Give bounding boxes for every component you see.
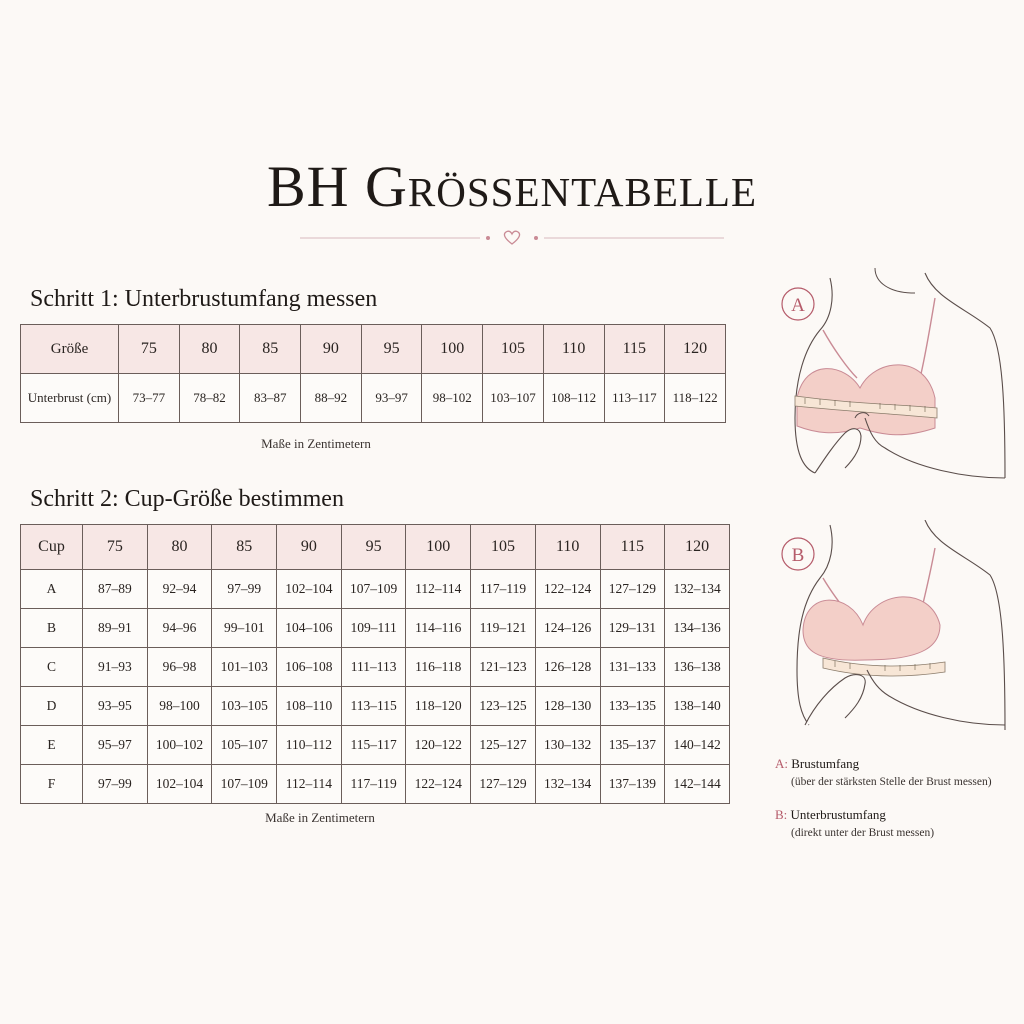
cup-size-header-cell: 120 xyxy=(665,525,730,570)
bust-value-cell: 107–109 xyxy=(341,570,406,609)
bust-value-cell: 125–127 xyxy=(471,726,536,765)
bust-value-cell: 87–89 xyxy=(83,570,148,609)
bust-value-cell: 98–100 xyxy=(147,687,212,726)
underbust-value-cell: 103–107 xyxy=(483,374,544,423)
bust-value-cell: 135–137 xyxy=(600,726,665,765)
underbust-value-cell: 93–97 xyxy=(361,374,422,423)
underbust-value-cell: 113–117 xyxy=(604,374,665,423)
bust-value-cell: 122–124 xyxy=(535,570,600,609)
bust-value-cell: 132–134 xyxy=(535,765,600,804)
legend-b-key: B: xyxy=(775,807,788,822)
cup-size-header-cell: 100 xyxy=(406,525,471,570)
bust-value-cell: 119–121 xyxy=(471,609,536,648)
step2-note: Maße in Zentimetern xyxy=(265,810,375,825)
bust-value-cell: 96–98 xyxy=(147,648,212,687)
bust-value-cell: 114–116 xyxy=(406,609,471,648)
bust-value-cell: 97–99 xyxy=(212,570,277,609)
step2-title: Schritt 2: Cup-Größe bestimmen xyxy=(30,486,344,512)
page-title: BH Grössentabelle xyxy=(266,154,758,219)
step1-title: Schritt 1: Unterbrustumfang messen xyxy=(30,286,378,312)
size-header-cell: 120 xyxy=(665,325,726,374)
cup-size-header-cell: 95 xyxy=(341,525,406,570)
badge-a: A xyxy=(791,295,805,316)
bust-value-cell: 140–142 xyxy=(665,726,730,765)
bust-value-cell: 120–122 xyxy=(406,726,471,765)
bust-value-cell: 93–95 xyxy=(83,687,148,726)
cup-size-header-cell: 90 xyxy=(277,525,342,570)
bust-value-cell: 127–129 xyxy=(600,570,665,609)
bust-value-cell: 124–126 xyxy=(535,609,600,648)
underbust-value-cell: 88–92 xyxy=(301,374,362,423)
bust-value-cell: 138–140 xyxy=(665,687,730,726)
cup-label-cell: E xyxy=(21,726,83,765)
bust-value-cell: 102–104 xyxy=(277,570,342,609)
cup-size-header-cell: 80 xyxy=(147,525,212,570)
bust-value-cell: 113–115 xyxy=(341,687,406,726)
bust-value-cell: 126–128 xyxy=(535,648,600,687)
cup-label-cell: F xyxy=(21,765,83,804)
cup-table xyxy=(20,524,730,804)
size-header-cell: 95 xyxy=(361,325,422,374)
bust-value-cell: 112–114 xyxy=(406,570,471,609)
legend-b xyxy=(775,805,934,843)
bust-value-cell: 116–118 xyxy=(406,648,471,687)
bust-value-cell: 106–108 xyxy=(277,648,342,687)
table-row xyxy=(21,648,730,687)
bust-value-cell: 107–109 xyxy=(212,765,277,804)
bust-value-cell: 103–105 xyxy=(212,687,277,726)
underbust-value-cell: 73–77 xyxy=(119,374,180,423)
title-divider xyxy=(300,228,724,252)
cup-label-cell: D xyxy=(21,687,83,726)
cup-label-cell: C xyxy=(21,648,83,687)
heart-icon xyxy=(504,231,519,244)
bust-value-cell: 101–103 xyxy=(212,648,277,687)
bust-value-cell: 117–119 xyxy=(471,570,536,609)
bust-value-cell: 122–124 xyxy=(406,765,471,804)
underbust-row-label: Unterbrust (cm) xyxy=(21,374,119,423)
size-header-cell: 115 xyxy=(604,325,665,374)
table-row xyxy=(21,765,730,804)
bust-value-cell: 136–138 xyxy=(665,648,730,687)
cup-size-header-cell: 115 xyxy=(600,525,665,570)
bust-value-cell: 132–134 xyxy=(665,570,730,609)
cup-label-cell: A xyxy=(21,570,83,609)
bust-value-cell: 100–102 xyxy=(147,726,212,765)
bust-value-cell: 118–120 xyxy=(406,687,471,726)
bust-value-cell: 130–132 xyxy=(535,726,600,765)
bust-value-cell: 102–104 xyxy=(147,765,212,804)
underbust-value-cell: 108–112 xyxy=(543,374,604,423)
bust-value-cell: 117–119 xyxy=(341,765,406,804)
illustration-b xyxy=(775,520,1015,750)
cup-size-header-cell: 105 xyxy=(471,525,536,570)
size-header-cell: 105 xyxy=(483,325,544,374)
cup-size-header-cell: 85 xyxy=(212,525,277,570)
bust-value-cell: 115–117 xyxy=(341,726,406,765)
bust-value-cell: 99–101 xyxy=(212,609,277,648)
cup-size-header-cell: 75 xyxy=(83,525,148,570)
bust-value-cell: 111–113 xyxy=(341,648,406,687)
underbust-value-cell: 78–82 xyxy=(179,374,240,423)
legend-b-desc: (direkt unter der Brust messen) xyxy=(791,827,935,839)
bust-value-cell: 110–112 xyxy=(277,726,342,765)
bust-value-cell: 127–129 xyxy=(471,765,536,804)
bust-value-cell: 133–135 xyxy=(600,687,665,726)
legend-a-desc: (über der stärksten Stelle der Brust messen) xyxy=(791,776,992,788)
size-header-cell: 85 xyxy=(240,325,301,374)
bust-value-cell: 112–114 xyxy=(277,765,342,804)
underbust-value-cell: 83–87 xyxy=(240,374,301,423)
legend-a xyxy=(775,754,992,792)
size-header-cell: 90 xyxy=(301,325,362,374)
size-header-cell: 80 xyxy=(179,325,240,374)
illustration-a xyxy=(775,268,1015,498)
bust-value-cell: 128–130 xyxy=(535,687,600,726)
legend-a-label: Brustumfang xyxy=(791,756,860,771)
table-row xyxy=(21,570,730,609)
underbust-value-cell: 118–122 xyxy=(665,374,726,423)
cup-header-label: Cup xyxy=(21,525,83,570)
underbust-table xyxy=(20,324,726,423)
bust-value-cell: 105–107 xyxy=(212,726,277,765)
bust-value-cell: 109–111 xyxy=(341,609,406,648)
badge-b: B xyxy=(791,545,805,566)
table-row xyxy=(21,687,730,726)
table-row xyxy=(21,609,730,648)
bust-value-cell: 91–93 xyxy=(83,648,148,687)
bust-value-cell: 123–125 xyxy=(471,687,536,726)
size-header-label: Größe xyxy=(21,325,119,374)
bust-value-cell: 142–144 xyxy=(665,765,730,804)
bust-value-cell: 131–133 xyxy=(600,648,665,687)
legend-a-key: A: xyxy=(775,756,788,771)
cup-label-cell: B xyxy=(21,609,83,648)
bust-value-cell: 92–94 xyxy=(147,570,212,609)
size-header-cell: 100 xyxy=(422,325,483,374)
bust-value-cell: 94–96 xyxy=(147,609,212,648)
size-header-cell: 75 xyxy=(119,325,180,374)
bust-value-cell: 89–91 xyxy=(83,609,148,648)
table-row xyxy=(21,726,730,765)
bust-value-cell: 95–97 xyxy=(83,726,148,765)
underbust-value-cell: 98–102 xyxy=(422,374,483,423)
bust-value-cell: 104–106 xyxy=(277,609,342,648)
bust-value-cell: 121–123 xyxy=(471,648,536,687)
step1-note: Maße in Zentimetern xyxy=(261,436,371,451)
bust-value-cell: 97–99 xyxy=(83,765,148,804)
legend-b-label: Unterbrustumfang xyxy=(790,807,886,822)
size-header-cell: 110 xyxy=(543,325,604,374)
bust-value-cell: 129–131 xyxy=(600,609,665,648)
bust-value-cell: 137–139 xyxy=(600,765,665,804)
cup-size-header-cell: 110 xyxy=(535,525,600,570)
bust-value-cell: 134–136 xyxy=(665,609,730,648)
bust-value-cell: 108–110 xyxy=(277,687,342,726)
